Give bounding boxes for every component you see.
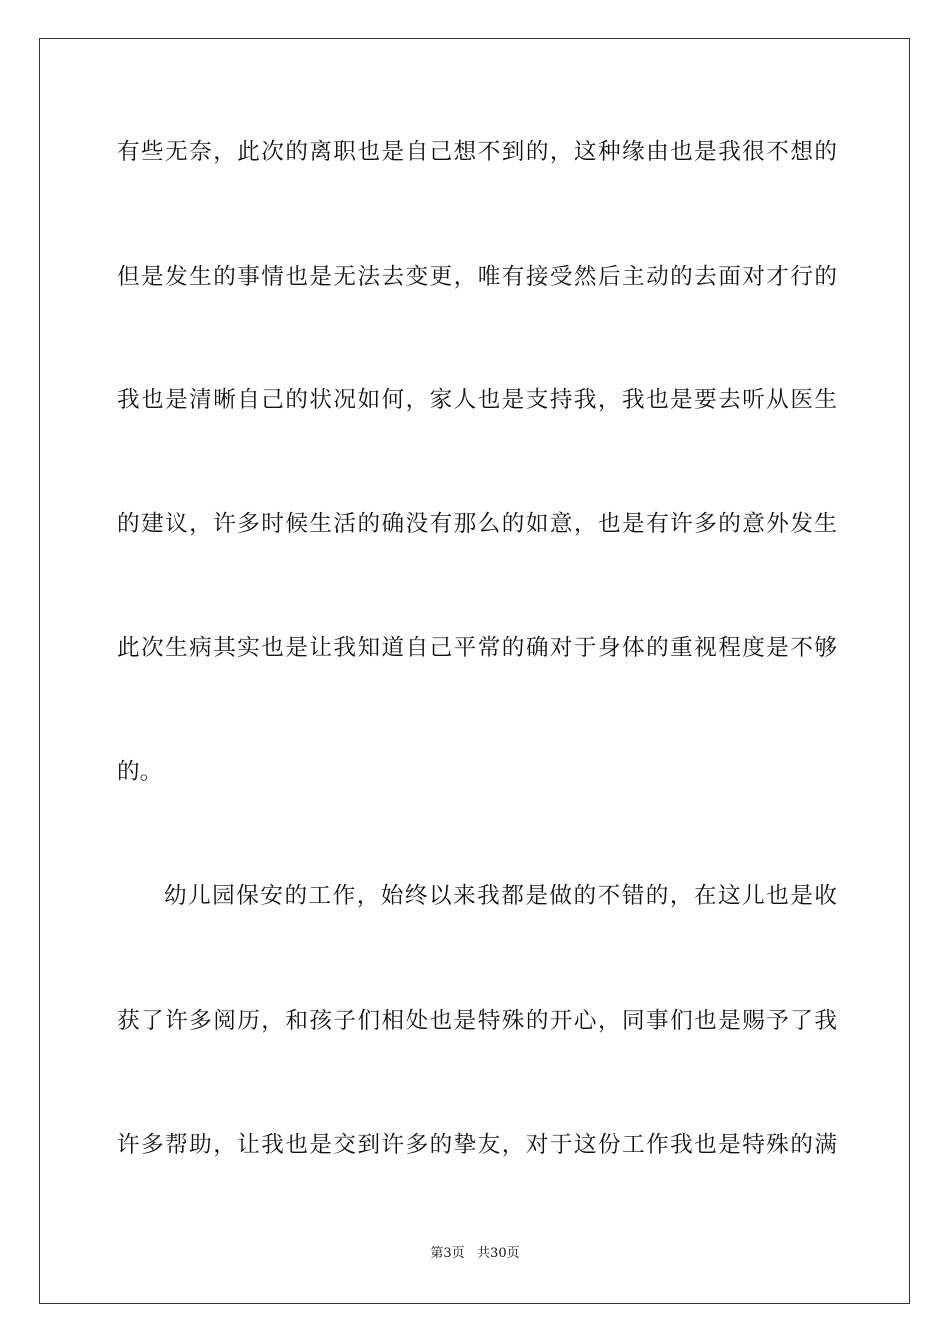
body-line-2: 但是发生的事情也是无法去变更，唯有接受然后主动的去面对才行的	[117, 264, 837, 290]
body-line-9: 许多帮助，让我也是交到许多的挚友，对于这份工作我也是特殊的满	[117, 1132, 837, 1158]
page-number-footer: 第3页 共30页	[430, 1246, 520, 1261]
page-border	[39, 38, 910, 1304]
body-line-7: 幼儿园保安的工作，始终以来我都是做的不错的，在这儿也是收	[164, 883, 837, 909]
body-line-1: 有些无奈，此次的离职也是自己想不到的，这种缘由也是我很不想的	[117, 139, 837, 165]
body-line-5: 此次生病其实也是让我知道自己平常的确对于身体的重视程度是不够	[117, 635, 837, 661]
body-line-8: 获了许多阅历，和孩子们相处也是特殊的开心，同事们也是赐予了我	[117, 1008, 837, 1034]
body-line-6: 的。	[117, 759, 163, 785]
body-line-3: 我也是清晰自己的状况如何，家人也是支持我，我也是要去听从医生	[117, 387, 837, 413]
body-line-4: 的建议，许多时候生活的确没有那么的如意，也是有许多的意外发生	[117, 511, 837, 537]
